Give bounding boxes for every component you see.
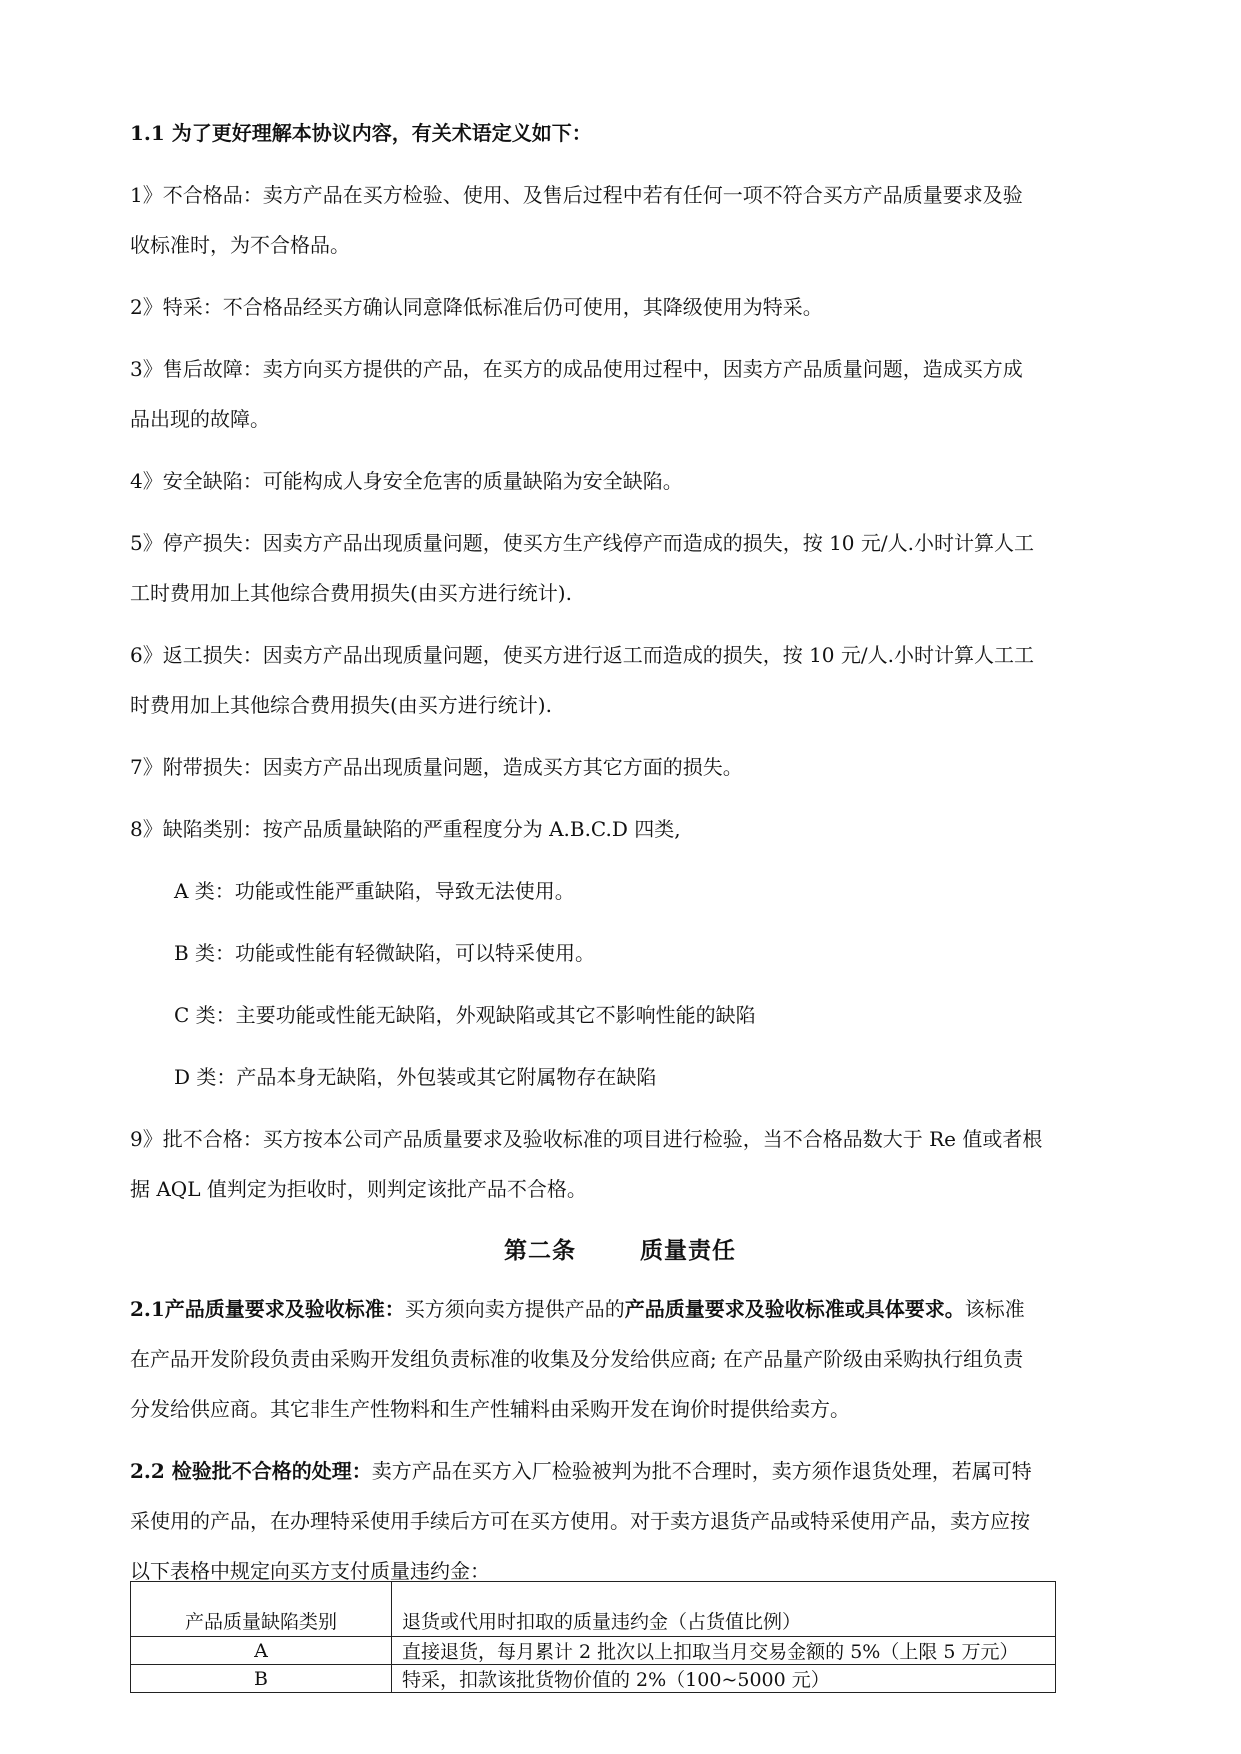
- section-2-2-line-3: 以下表格中规定向买方支付质量违约金：: [130, 1559, 490, 1583]
- section-2-1-emphasis: 产品质量要求及验收标准或具体要求。: [624, 1297, 965, 1321]
- definition-1-line-1: 1》不合格品：卖方产品在买方检验、使用、及售后过程中若有任何一项不符合买方产品质量要求及验: [130, 183, 1023, 207]
- definition-2: 2》特采：不合格品经买方确认同意降低标准后仍可使用，其降级使用为特采。: [130, 295, 823, 319]
- definition-3: [130, 344, 1110, 444]
- definition-4: 4》安全缺陷：可能构成人身安全危害的质量缺陷为安全缺陷。: [130, 469, 683, 493]
- table-cell-class: A: [131, 1637, 392, 1665]
- defect-class-c: C 类：主要功能或性能无缺陷，外观缺陷或其它不影响性能的缺陷: [174, 1003, 756, 1027]
- section-2-1: [130, 1284, 1110, 1434]
- section-2-1-line-1: [130, 1284, 1110, 1334]
- table-row: [131, 1637, 1056, 1665]
- section-2-1-line-2: 在产品开发阶段负责由采购开发组负责标准的收集及分发给供应商; 在产品量产阶级由采购执行组负责: [130, 1347, 1024, 1371]
- definition-1-line-2: 收标准时，为不合格品。: [130, 233, 350, 257]
- table-cell-penalty: 特采，扣款该批货物价值的 2%（100~5000 元）: [392, 1665, 1056, 1693]
- section-2-2: [130, 1446, 1110, 1596]
- article-2-name: 质量责任: [640, 1238, 736, 1264]
- definition-5-line-2: 工时费用加上其他综合费用损失(由买方进行统计).: [130, 581, 572, 605]
- definition-9-line-2: 据 AQL 值判定为拒收时，则判定该批产品不合格。: [130, 1177, 587, 1201]
- defect-class-d: D 类：产品本身无缺陷，外包装或其它附属物存在缺陷: [174, 1065, 657, 1089]
- section-2-2-text: 卖方产品在买方入厂检验被判为批不合理时，卖方须作退货处理，若属可特: [371, 1459, 1032, 1483]
- article-2-number: 第二条: [504, 1238, 576, 1264]
- definition-3-line-2: 品出现的故障。: [130, 407, 270, 431]
- definition-3-line-1: 3》售后故障：卖方向买方提供的产品，在买方的成品使用过程中，因卖方产品质量问题，造成买方成: [130, 357, 1023, 381]
- definition-6: [130, 630, 1110, 730]
- section-2-1-label: 2.1产品质量要求及验收标准：: [130, 1297, 405, 1321]
- section-2-2-line-2: 采使用的产品，在办理特采使用手续后方可在买方使用。对于卖方退货产品或特采使用产品，卖方应按: [130, 1509, 1030, 1533]
- definition-6-line-2: 时费用加上其他综合费用损失(由买方进行统计).: [130, 693, 552, 717]
- section-2-1-tail: 该标准: [964, 1297, 1025, 1321]
- section-2-2-line-1: [130, 1446, 1110, 1496]
- section-1-1-heading: 1.1 为了更好理解本协议内容，有关术语定义如下：: [130, 121, 592, 145]
- table-cell-class: B: [131, 1665, 392, 1693]
- definition-5: [130, 518, 1110, 618]
- table-header-row: [131, 1582, 1056, 1637]
- definition-9: [130, 1114, 1110, 1214]
- table-header-defect-class: 产品质量缺陷类别: [131, 1582, 392, 1637]
- table-row: [131, 1665, 1056, 1693]
- table-header-penalty: 退货或代用时扣取的质量违约金（占货值比例）: [392, 1582, 1056, 1637]
- definition-8: 8》缺陷类别：按产品质量缺陷的严重程度分为 A.B.C.D 四类,: [130, 817, 681, 841]
- definition-9-line-1: 9》批不合格：买方按本公司产品质量要求及验收标准的项目进行检验，当不合格品数大于 Re 值或者根: [130, 1127, 1043, 1151]
- penalty-table: [130, 1581, 1056, 1693]
- definition-7: 7》附带损失：因卖方产品出现质量问题，造成买方其它方面的损失。: [130, 755, 743, 779]
- section-2-1-text: 买方须向卖方提供产品的: [404, 1297, 625, 1321]
- defect-class-b: B 类：功能或性能有轻微缺陷，可以特采使用。: [174, 941, 596, 965]
- section-2-1-line-3: 分发给供应商。其它非生产性物料和生产性辅料由采购开发在询价时提供给卖方。: [130, 1397, 850, 1421]
- defect-class-a: A 类：功能或性能严重缺陷，导致无法使用。: [174, 879, 575, 903]
- article-2-title: [130, 1226, 1110, 1276]
- definition-6-line-1: 6》返工损失：因卖方产品出现质量问题，使买方进行返工而造成的损失，按 10 元/人.小时计算人工工: [130, 643, 1034, 667]
- table-cell-penalty: 直接退货，每月累计 2 批次以上扣取当月交易金额的 5%（上限 5 万元）: [392, 1637, 1056, 1665]
- definition-5-line-1: 5》停产损失：因卖方产品出现质量问题，使买方生产线停产而造成的损失，按 10 元/人.小时计算人工: [130, 531, 1034, 555]
- document-body: [130, 108, 1110, 1608]
- section-2-2-label: 2.2 检验批不合格的处理：: [130, 1459, 372, 1483]
- definition-1: [130, 170, 1110, 270]
